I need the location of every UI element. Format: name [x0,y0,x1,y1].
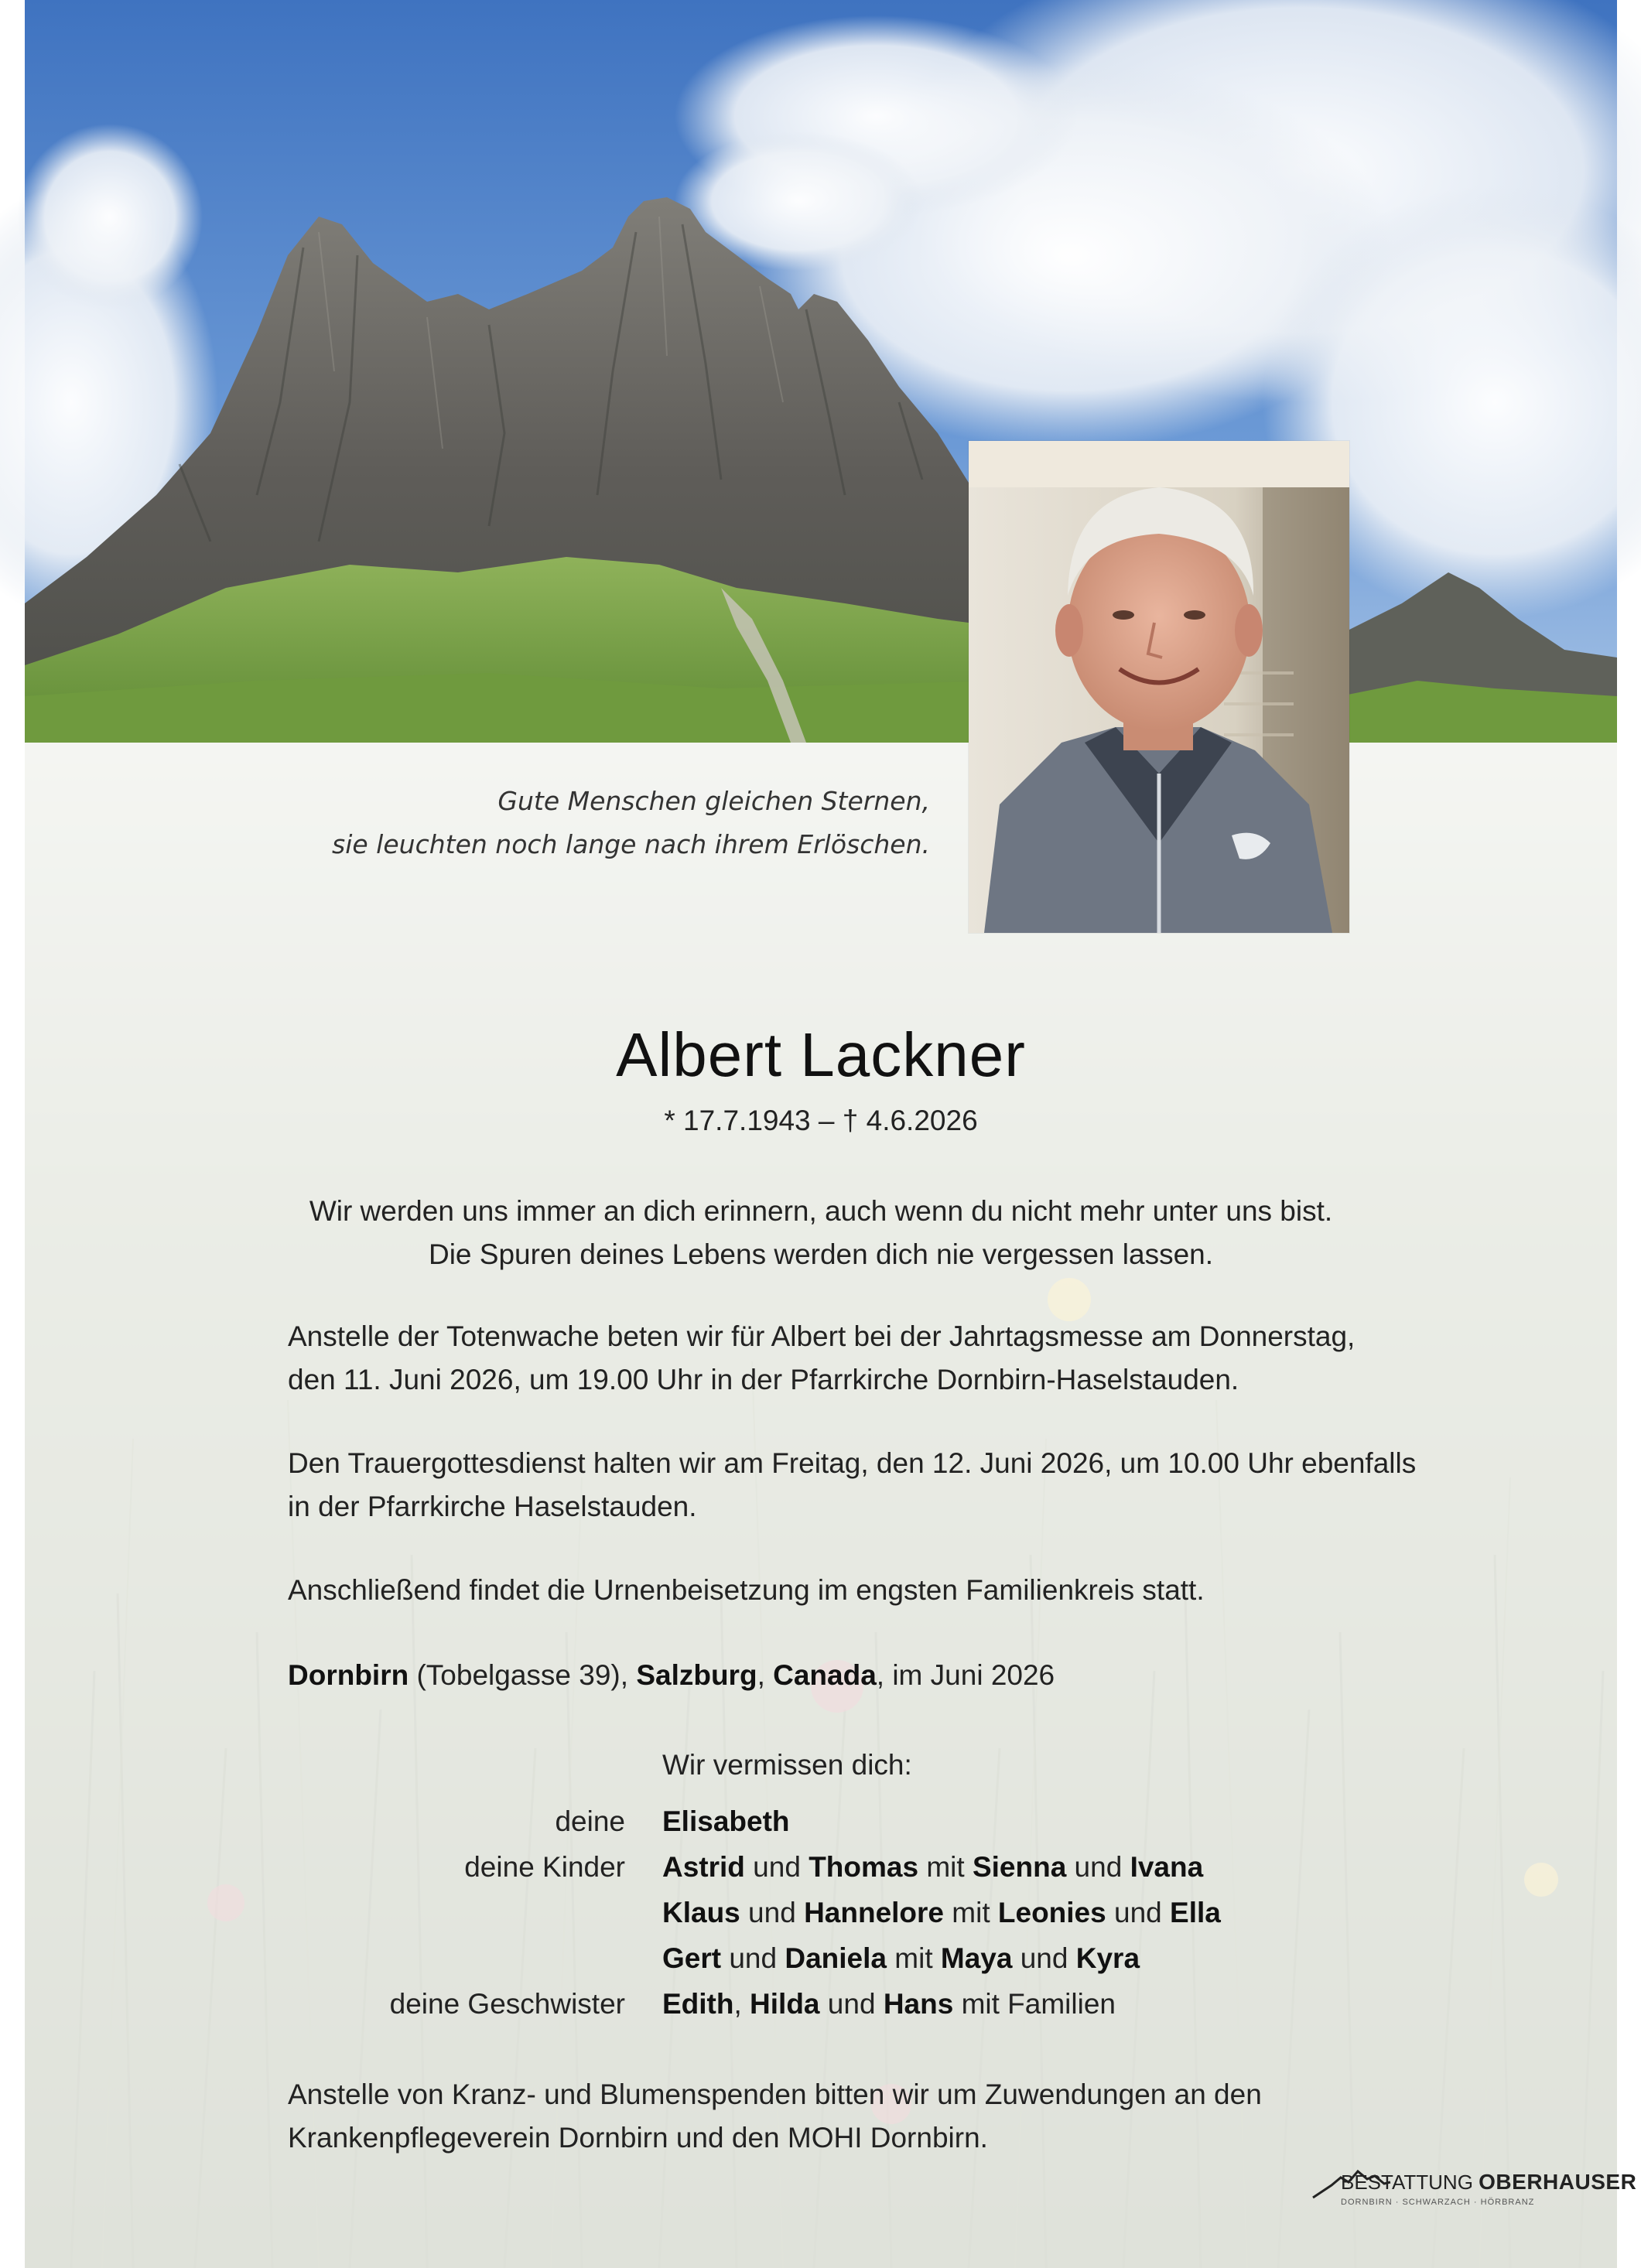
mourner-row [288,1981,1371,2027]
portrait-photo [969,441,1349,933]
mourner-name: Daniela [785,1942,887,1974]
intro-line-2: Die Spuren deines Lebens werden dich nie vergessen lassen. [428,1238,1214,1270]
donation-line-1: Anstelle von Kranz- und Blumenspenden bitten wir um Zuwendungen an den [288,2078,1262,2110]
life-dates: * 17.7.1943 – † 4.6.2026 [664,1105,978,1136]
mourner-rows [288,1798,1371,2027]
donation-line-2: Krankenpflegeverein Dornbirn und den MOHI Dornbirn. [288,2122,988,2154]
obituary-page [25,0,1637,2268]
mourner-name: Edith [662,1988,734,2020]
quote-line-2: sie leuchten noch lange nach ihrem Erlöschen. [332,829,930,859]
logo-wordmark [1341,2170,1636,2195]
mourner-names [662,1890,1221,1935]
wake-paragraph [288,1315,1386,1402]
mourner-connector: mit Familien [953,1988,1116,2020]
intro-text [25,1190,1617,1276]
place-country-canada: Canada [773,1659,877,1691]
mourner-name: Elisabeth [662,1805,790,1837]
service-line-2: in der Pfarrkirche Haselstauden. [288,1491,697,1522]
mourner-relation-label: deine [555,1805,625,1837]
mourner-names [662,1981,1116,2027]
mourner-connector: und [1106,1897,1171,1928]
mourners-list [288,1742,1371,2027]
mourner-name: Hannelore [804,1897,944,1928]
logo-brand: OBERHAUSER [1479,2170,1637,2194]
mourner-connector: und [744,1851,809,1883]
mourners-heading-row [288,1742,1371,1788]
wake-line-2: den 11. Juni 2026, um 19.00 Uhr in der Pfarrkirche Dornbirn-Haselstauden. [288,1364,1239,1395]
mourner-name: Klaus [662,1897,740,1928]
wake-line-1: Anstelle der Totenwache beten wir für Albert bei der Jahrtagsmesse am Donnerstag, [288,1320,1356,1352]
place-date-line [288,1654,1055,1697]
donation-paragraph [288,2073,1386,2160]
mourners-heading: Wir vermissen dich: [662,1749,912,1781]
mourner-name: Gert [662,1942,722,1974]
place-address: (Tobelgasse 39), [409,1659,637,1691]
mountain-landscape-photo [25,0,1617,743]
memorial-quote [319,780,930,866]
mourner-names [662,1935,1140,1981]
mourner-connector: , [733,1988,750,2020]
mourner-connector: mit [887,1942,941,1974]
mourner-row [288,1890,1371,1935]
place-city-salzburg: Salzburg [636,1659,757,1691]
logo-locations: DORNBIRN · SCHWARZACH · HÖRBRANZ [1341,2198,1535,2207]
burial-paragraph: Anschließend findet die Urnenbeisetzung im engsten Familienkreis statt. [288,1574,1205,1606]
mourner-connector: mit [944,1897,998,1928]
mourner-relation-label: deine Kinder [464,1851,625,1883]
mourner-connector: und [721,1942,785,1974]
mourner-name: Sienna [972,1851,1067,1883]
mourner-row [288,1935,1371,1981]
service-paragraph [288,1442,1417,1529]
mourner-connector: und [740,1897,805,1928]
mourner-name: Hilda [750,1988,820,2020]
mourner-connector: mit [918,1851,973,1883]
funeral-home-logo [1313,2160,1637,2215]
mourner-name: Ivana [1130,1851,1204,1883]
mourner-name: Kyra [1075,1942,1140,1974]
intro-line-1: Wir werden uns immer an dich erinnern, auch wenn du nicht mehr unter uns bist. [309,1195,1333,1227]
mourner-connector: und [1012,1942,1076,1974]
mourner-name: Ella [1170,1897,1221,1928]
mourner-name: Hans [883,1988,954,2020]
logo-prefix: BESTATTUNG [1341,2171,1479,2194]
mourner-name: Leonies [997,1897,1106,1928]
mourner-connector: und [1066,1851,1130,1883]
service-line-1: Den Trauergottesdienst halten wir am Freitag, den 12. Juni 2026, um 10.00 Uhr ebenfalls [288,1447,1417,1479]
mourner-names [662,1844,1203,1890]
place-separator: , [757,1659,774,1691]
deceased-name: Albert Lackner [616,1020,1026,1089]
mourner-relation-label: deine Geschwister [389,1988,625,2020]
place-city-dornbirn: Dornbirn [288,1659,409,1691]
mourner-name: Maya [940,1942,1013,1974]
mourner-row [288,1844,1371,1890]
quote-line-1: Gute Menschen gleichen Sternen, [497,786,930,816]
mourner-names [662,1798,790,1844]
mourner-name: Astrid [662,1851,745,1883]
place-date: , im Juni 2026 [876,1659,1055,1691]
mourner-connector: und [819,1988,884,2020]
mourner-row [288,1798,1371,1844]
mourner-name: Thomas [809,1851,919,1883]
